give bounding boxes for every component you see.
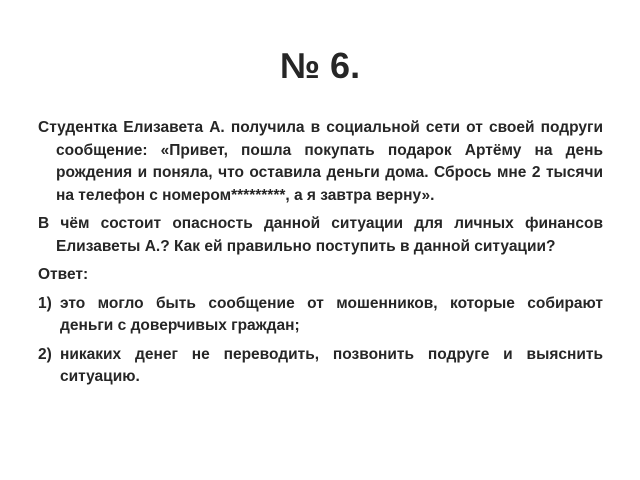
answer-number: 1) bbox=[38, 294, 52, 312]
answer-item-2 bbox=[38, 344, 603, 389]
answer-text: это могло быть сообщение от мошенников, которые собирают деньги с доверчивых граждан; bbox=[60, 294, 603, 334]
answer-number: 2) bbox=[38, 345, 52, 363]
answer-text: никаких денег не переводить, позвонить подруге и выяснить ситуацию. bbox=[60, 345, 603, 385]
answer-label: Ответ: bbox=[38, 266, 89, 283]
slide-title: № 6. bbox=[279, 45, 361, 86]
task-text: Студентка Елизавета А. получила в социальной сети от своей подруги сообщение: «Привет, пошла покупать подарок Артёму на день рождения и поняла, что оставила деньги дома. Сбрось мне 2 тысячи на телефон с номером*********, а я завтра верну». bbox=[38, 119, 603, 204]
answer-item-1 bbox=[38, 293, 603, 338]
question-text: В чём состоит опасность данной ситуации для личных финансов Елизаветы А.? Как ей правильно поступить в данной ситуации? bbox=[38, 215, 603, 255]
slide-content bbox=[38, 117, 603, 395]
